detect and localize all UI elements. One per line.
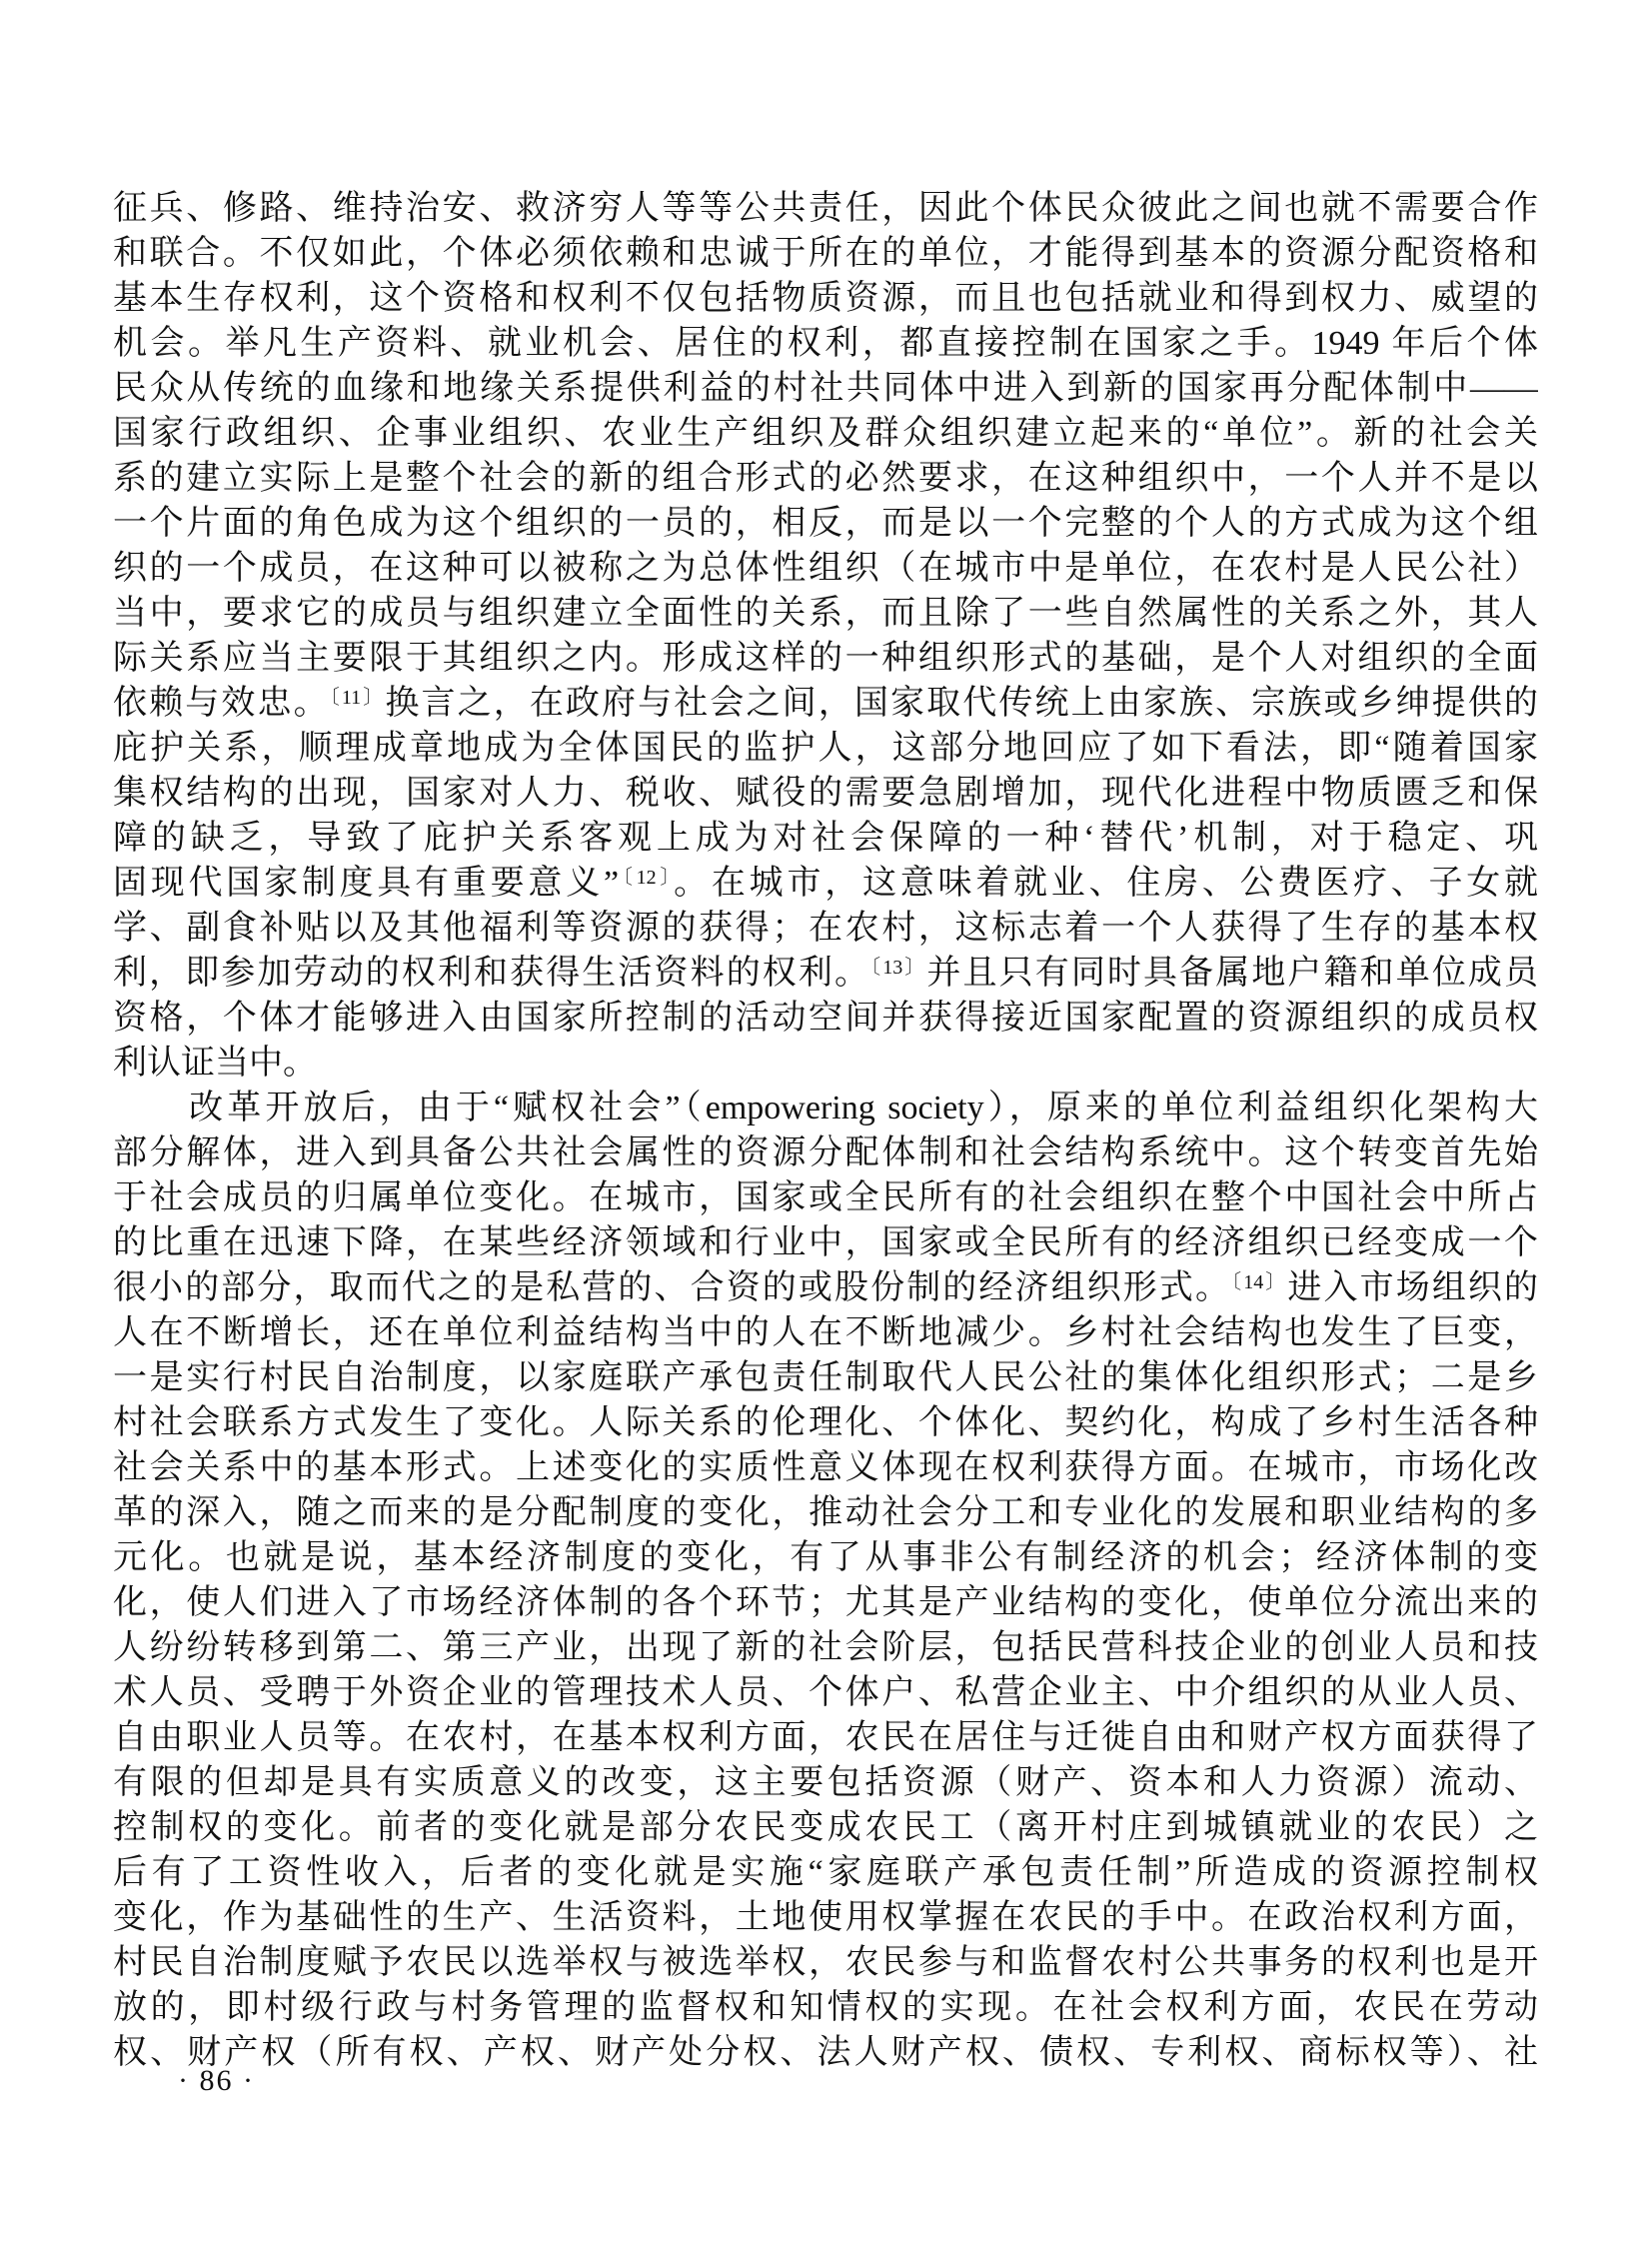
text-line: 术人员、受聘于外资企业的管理技术人员、个体户、私营企业主、中介组织的从业人员、 xyxy=(113,1674,1538,1711)
text-line: 权、财产权（所有权、产权、财产处分权、法人财产权、债权、专利权、商标权等）、社 xyxy=(113,2034,1538,2071)
text-line: 人在不断增长，还在单位利益结构当中的人在不断地减少。乡村社会结构也发生了巨变， xyxy=(113,1314,1538,1351)
text-line: 和联合。不仅如此，个体必须依赖和忠诚于所在的单位，才能得到基本的资源分配资格和 xyxy=(113,235,1538,272)
text-line: 一是实行村民自治制度，以家庭联产承包责任制取代人民公社的集体化组织形式；二是乡 xyxy=(113,1359,1538,1396)
paragraph-1 xyxy=(113,186,1538,1086)
text-line: 学、副食补贴以及其他福利等资源的获得；在农村，这标志着一个人获得了生存的基本权 xyxy=(113,910,1538,947)
text-line: 人纷纷转移到第二、第三产业，出现了新的社会阶层，包括民营科技企业的创业人员和技 xyxy=(113,1629,1538,1666)
text-line: 很小的部分，取而代之的是私营的、合资的或股份制的经济组织形式。$^{〔14〕}$进入市场组织的 xyxy=(113,1269,1538,1306)
footnote-marker: 〔11〕 xyxy=(329,687,386,709)
text-line: 化，使人们进入了市场经济体制的各个环节；尤其是产业结构的变化，使单位分流出来的 xyxy=(113,1584,1538,1621)
text-line: 社会关系中的基本形式。上述变化的实质性意义体现在权利获得方面。在城市，市场化改 xyxy=(113,1449,1538,1486)
text-line: 织的一个成员，在这种可以被称之为总体性组织（在城市中是单位，在农村是人民公社） xyxy=(113,550,1538,587)
text-line: 一个片面的角色成为这个组织的一员的，相反，而是以一个完整的个人的方式成为这个组 xyxy=(113,505,1538,542)
text-line: 国家行政组织、企事业组织、农业生产组织及群众组织建立起来的“单位”。新的社会关 xyxy=(113,415,1538,452)
text-line: 依赖与效忠。$^{〔11〕}$换言之，在政府与社会之间，国家取代传统上由家族、宗族或乡绅提供的 xyxy=(113,685,1538,722)
text-line: 征兵、修路、维持治安、救济穷人等等公共责任，因此个体民众彼此之间也就不需要合作 xyxy=(113,190,1538,227)
text-line: 元化。也就是说，基本经济制度的变化，有了从事非公有制经济的机会；经济体制的变 xyxy=(113,1539,1538,1576)
text-line: 放的，即村级行政与村务管理的监督权和知情权的实现。在社会权利方面，农民在劳动 xyxy=(113,1989,1538,2026)
text-line: 利，即参加劳动的权利和获得生活资料的权利。$^{〔13〕}$并且只有同时具备属地户籍和单位成员 xyxy=(113,955,1538,992)
text-line: 村社会联系方式发生了变化。人际关系的伦理化、个体化、契约化，构成了乡村生活各种 xyxy=(113,1404,1538,1441)
text-line: 利认证当中。 xyxy=(113,1045,317,1082)
footnote-marker: 〔14〕 xyxy=(1231,1271,1288,1293)
paragraph-2 xyxy=(113,1086,1538,2075)
body-text xyxy=(113,186,1538,2075)
footnote-marker: 〔13〕 xyxy=(870,957,927,979)
page-number: · 86 · xyxy=(178,2064,255,2097)
text-line: 基本生存权利，这个资格和权利不仅包括物质资源，而且也包括就业和得到权力、威望的 xyxy=(113,280,1538,317)
text-line: 村民自治制度赋予农民以选举权与被选举权，农民参与和监督农村公共事务的权利也是开 xyxy=(113,1944,1538,1981)
text-line: 革的深入，随之而来的是分配制度的变化，推动社会分工和专业化的发展和职业结构的多 xyxy=(113,1494,1538,1531)
text-line: 变化，作为基础性的生产、生活资料，土地使用权掌握在农民的手中。在政治权利方面， xyxy=(113,1899,1538,1936)
text-line: 民众从传统的血缘和地缘关系提供利益的村社共同体中进入到新的国家再分配体制中—— xyxy=(113,370,1538,407)
text-line: 改革开放后，由于“赋权社会”（empowering society），原来的单位利益组织化架构大 xyxy=(113,1090,1538,1126)
text-line: 障的缺乏，导致了庇护关系客观上成为对社会保障的一种‘替代’机制，对于稳定、巩 xyxy=(113,820,1538,857)
text-line: 资格，个体才能够进入由国家所控制的活动空间并获得接近国家配置的资源组织的成员权 xyxy=(113,1000,1538,1037)
text-line: 机会。举凡生产资料、就业机会、居住的权利，都直接控制在国家之手。1949 年后个体 xyxy=(113,325,1538,362)
text-line: 后有了工资性收入，后者的变化就是实施“家庭联产承包责任制”所造成的资源控制权 xyxy=(113,1854,1538,1891)
text-line: 部分解体，进入到具备公共社会属性的资源分配体制和社会结构系统中。这个转变首先始 xyxy=(113,1134,1538,1171)
text-line: 庇护关系，顺理成章地成为全体国民的监护人，这部分地回应了如下看法，即“随着国家 xyxy=(113,730,1538,767)
text-line: 固现代国家制度具有重要意义”$^{〔12〕}$。在城市，这意味着就业、住房、公费医疗、子女就 xyxy=(113,865,1538,902)
text-line: 系的建立实际上是整个社会的新的组合形式的必然要求，在这种组织中，一个人并不是以 xyxy=(113,460,1538,497)
text-line: 集权结构的出现，国家对人力、税收、赋役的需要急剧增加，现代化进程中物质匮乏和保 xyxy=(113,775,1538,812)
text-line: 当中，要求它的成员与组织建立全面性的关系，而且除了一些自然属性的关系之外，其人 xyxy=(113,595,1538,632)
text-line: 有限的但却是具有实质意义的改变，这主要包括资源（财产、资本和人力资源）流动、 xyxy=(113,1764,1538,1801)
text-line: 控制权的变化。前者的变化就是部分农民变成农民工（离开村庄到城镇就业的农民）之 xyxy=(113,1809,1538,1846)
footnote-marker: 〔12〕 xyxy=(619,867,675,889)
text-line: 于社会成员的归属单位变化。在城市，国家或全民所有的社会组织在整个中国社会中所占 xyxy=(113,1179,1538,1216)
text-line: 际关系应当主要限于其组织之内。形成这样的一种组织形式的基础，是个人对组织的全面 xyxy=(113,640,1538,677)
text-line: 的比重在迅速下降，在某些经济领域和行业中，国家或全民所有的经济组织已经变成一个 xyxy=(113,1224,1538,1261)
text-line: 自由职业人员等。在农村，在基本权利方面，农民在居住与迁徙自由和财产权方面获得了 xyxy=(113,1719,1538,1756)
